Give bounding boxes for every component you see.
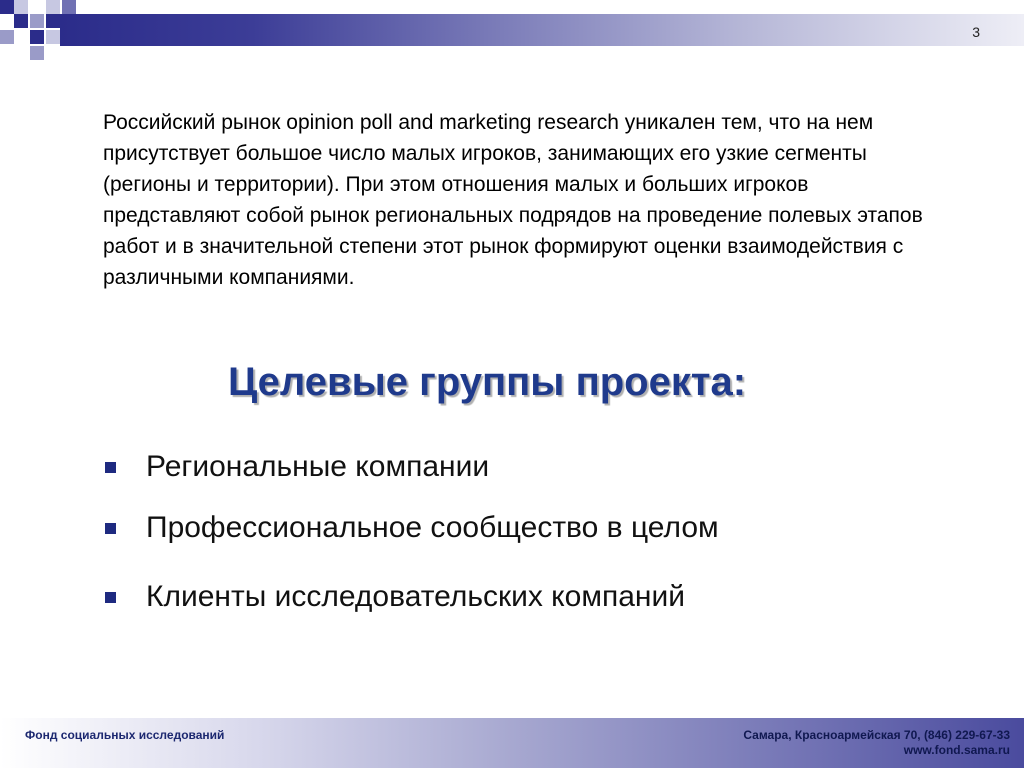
footer-organization: Фонд социальных исследований xyxy=(25,728,225,742)
intro-paragraph: Российский рынок opinion poll and marketing research уникален тем, что на нем присутствует большое число малых игроков, занимающих его узкие сегменты (регионы и территории). При этом отношения малых и больших игроков представляют собой рынок региональных подрядов на проведение полевых этапов работ и в значительной степени этот рынок формируют оценки взаимодействия с различными компаниями. xyxy=(103,111,923,289)
section-heading xyxy=(0,360,1024,405)
list-item xyxy=(105,450,489,484)
list-item-label: Профессиональное сообщество в целом xyxy=(146,511,719,544)
list-item xyxy=(105,511,719,545)
footer-contacts xyxy=(743,728,1010,758)
list-item-label: Региональные компании xyxy=(146,450,490,483)
square-bullet-icon xyxy=(105,592,116,603)
square-bullet-icon xyxy=(105,523,116,534)
footer-address: Самара, Красноармейская 70, (846) 229-67-33 xyxy=(743,728,1010,742)
list-item xyxy=(105,580,685,614)
slide-number: 3 xyxy=(972,24,980,40)
list-item-label: Клиенты исследовательских компаний xyxy=(146,580,685,613)
header-gradient-band xyxy=(60,14,1024,46)
square-bullet-icon xyxy=(105,462,116,473)
footer-website: www.fond.sama.ru xyxy=(903,743,1010,757)
section-heading-text: Целевые группы проекта: xyxy=(227,360,747,404)
